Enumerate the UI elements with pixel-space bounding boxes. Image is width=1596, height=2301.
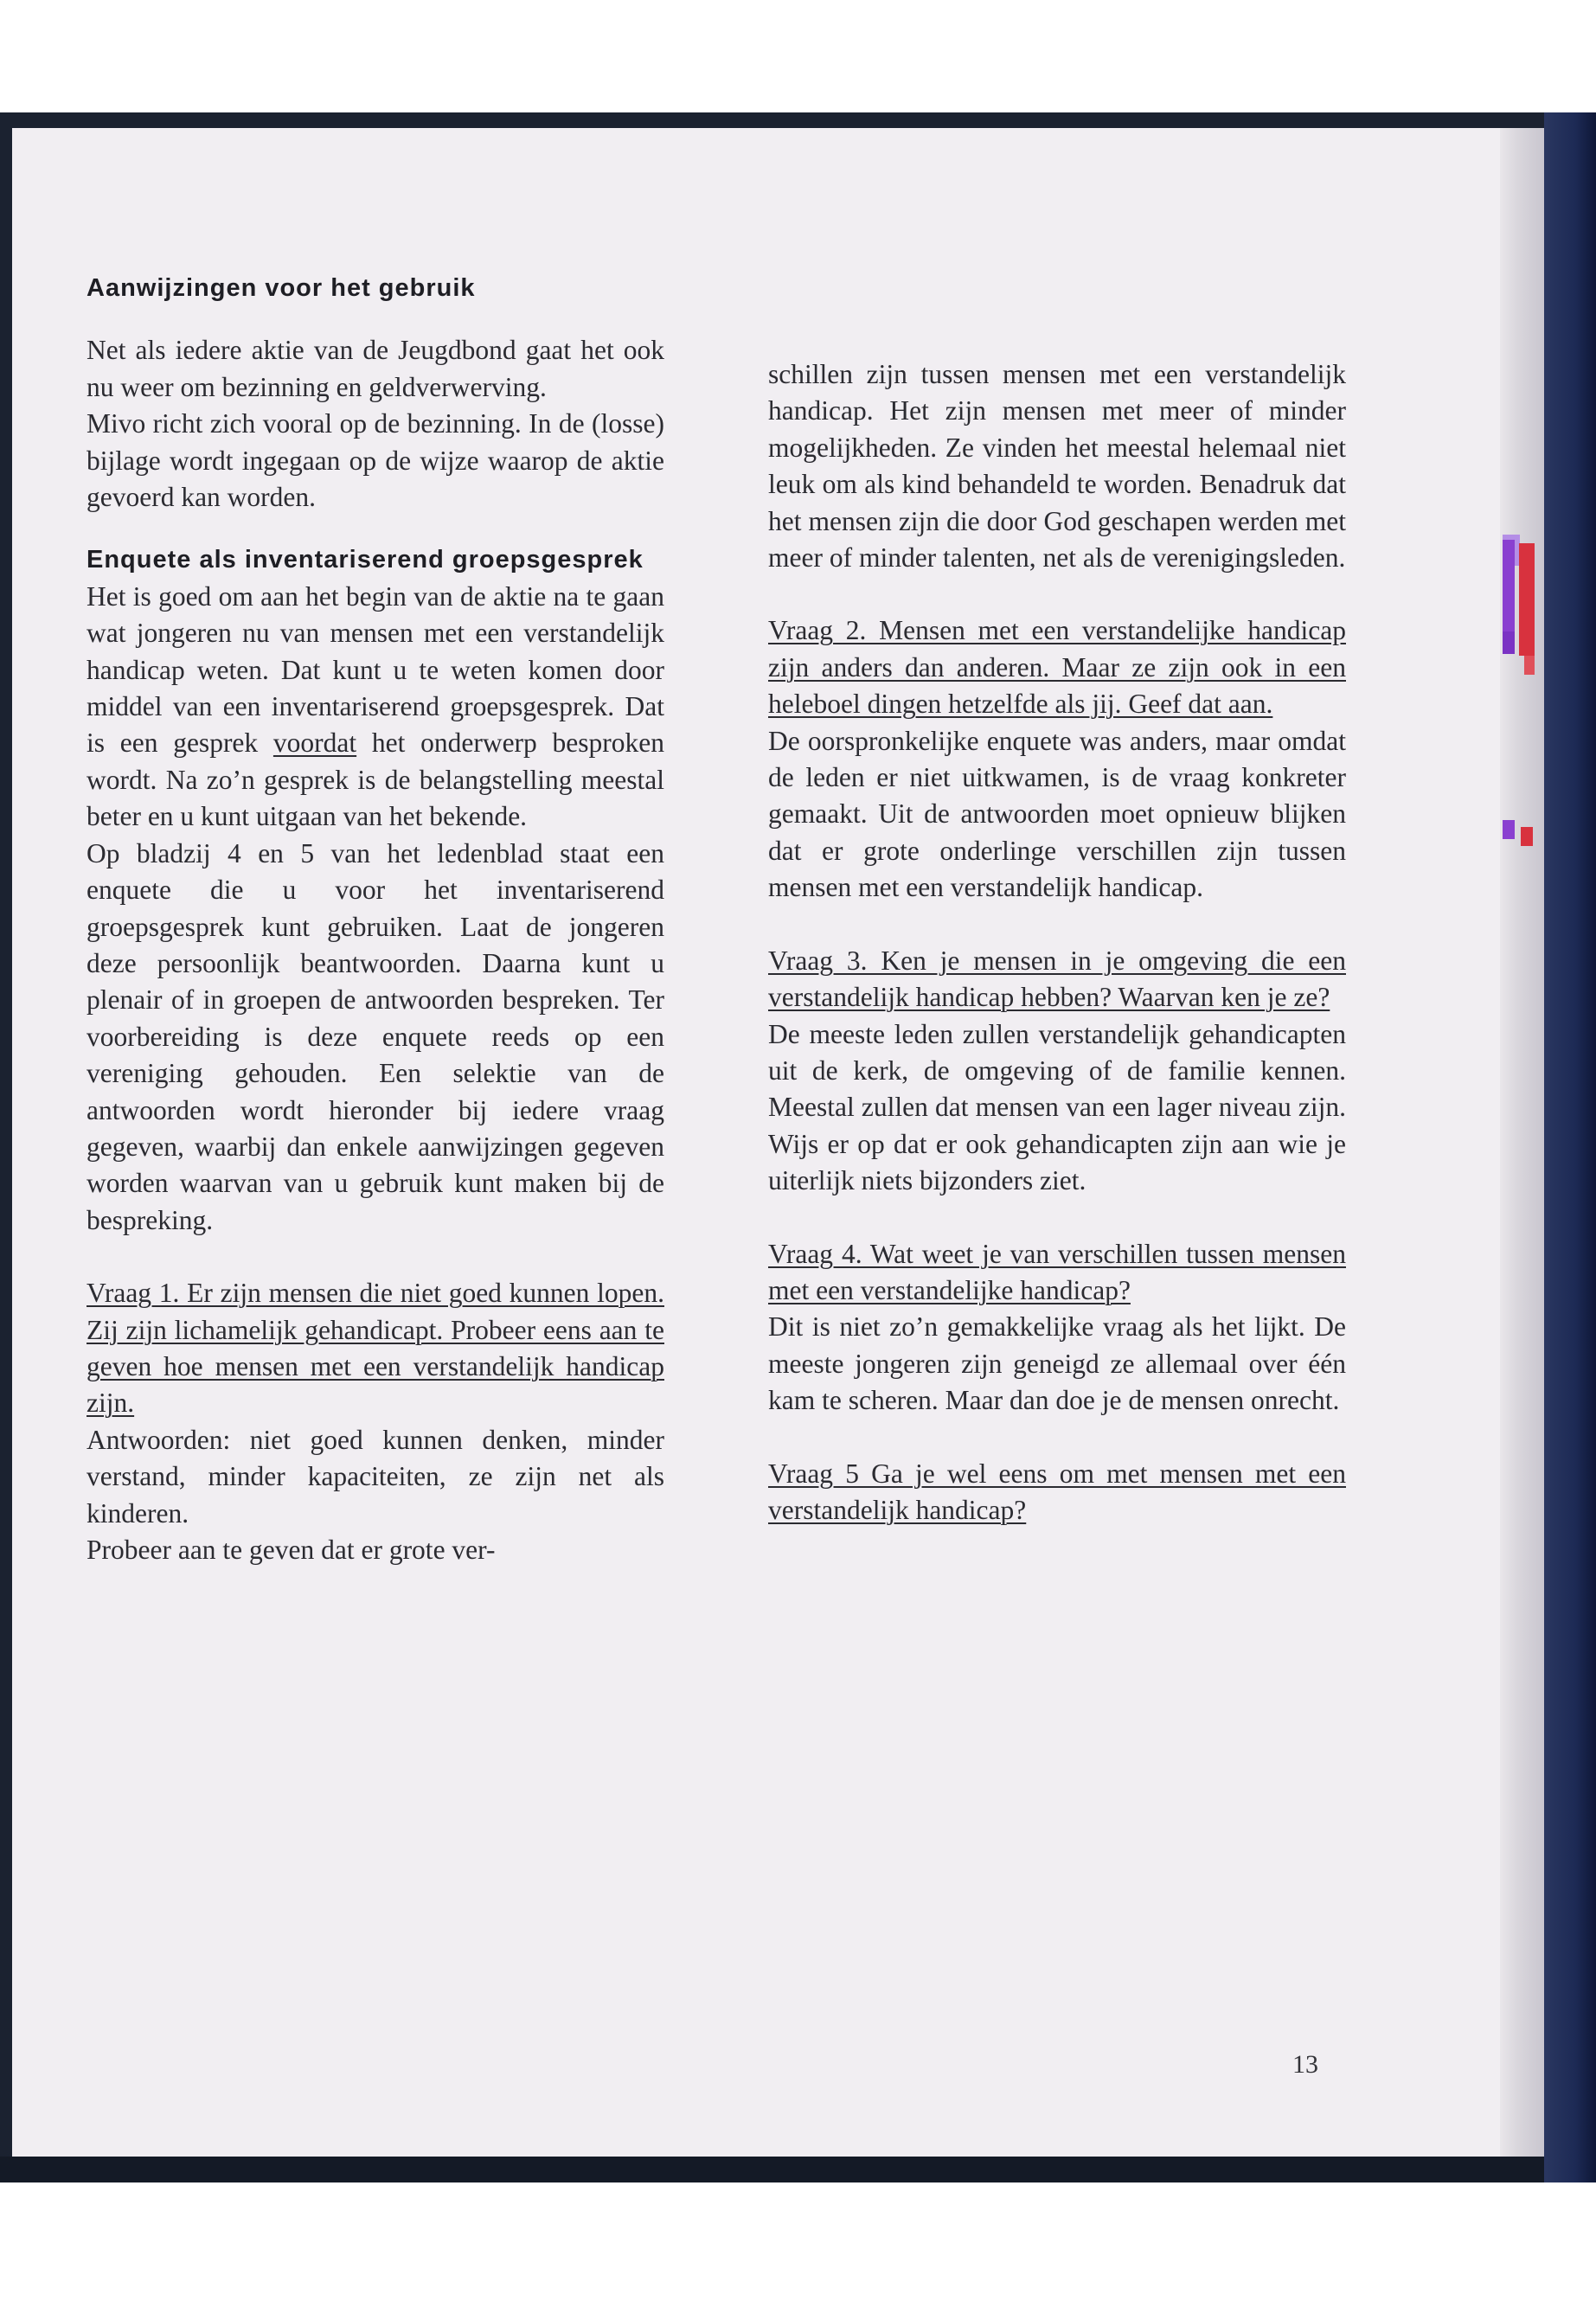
answer-1: Antwoorden: niet goed kunnen denken, minder verstand, minder kapaciteiten, ze zijn net als kinderen. — [87, 1424, 664, 1529]
index-tab-red — [1519, 543, 1535, 656]
section-heading-usage: Aanwijzingen voor het gebruik — [87, 274, 476, 302]
answer-4: Dit is niet zo’n gemakkelijke vraag als het lijkt. De meeste jongeren zijn geneigd ze allemaal over één kam te scheren. Maar dan doe je de mensen onrecht. — [768, 1311, 1346, 1416]
index-tab-red — [1521, 827, 1533, 846]
question-1: Vraag 1. Er zijn mensen die niet goed kunnen lopen. Zij zijn lichamelijk gehandicapt. Probeer eens aan te geven hoe mensen met een verstandelijk handicap zijn. — [87, 1278, 664, 1419]
intro-paragraph: Net als iedere aktie van de Jeugdbond gaat het ook nu weer om bezinning en geldverwerving. — [87, 335, 664, 402]
page-stack-edges — [1500, 128, 1544, 2157]
question-4: Vraag 4. Wat weet je van verschillen tussen mensen met een verstandelijke handicap? — [768, 1238, 1346, 1305]
body-text: Het is goed om aan het begin van de aktie na te gaan wat jongeren nu van mensen met een verstandelijk handicap weten. Dat kunt u te weten komen door middel van een inventariserend groepsgesprek. Dat is een gesprek — [87, 580, 664, 759]
book-top-edge — [0, 112, 1596, 128]
right-column — [768, 356, 1346, 1529]
book-left-edge — [0, 112, 12, 2182]
index-tab-purple — [1503, 631, 1515, 654]
index-tab-purple — [1503, 820, 1515, 839]
left-column — [87, 270, 664, 1568]
body-text: het onderwerp besproken wordt. Na zo’n gesprek is de belangstelling meestal beter en u kunt uitgaan van het bekende. — [87, 727, 664, 832]
question-3: Vraag 3. Ken je mensen in je omgeving die een verstandelijk handicap hebben? Waarvan ken je ze? — [768, 945, 1346, 1013]
section-heading-enquete: Enquete als inventariserend groepsgesprek — [87, 546, 644, 574]
question-2: Vraag 2. Mensen met een verstandelijke handicap zijn anders dan anderen. Maar ze zijn ook in een heleboel dingen hetzelfde als jij. Geef dat aan. — [768, 615, 1346, 720]
book-bottom-edge — [0, 2157, 1596, 2182]
body-paragraph — [87, 579, 664, 836]
page-number: 13 — [1292, 2050, 1318, 2079]
question-5: Vraag 5 Ga je wel eens om met mensen met een verstandelijk handicap? — [768, 1458, 1346, 1525]
body-paragraph: Op bladzij 4 en 5 van het ledenblad staat een enquete die u voor het inventariserend groepsgesprek kunt gebruiken. Laat de jongeren deze persoonlijk beantwoorden. Daarna kunt u plenair of in groepen de antwoorden bespreken. Ter voorbereiding is deze enquete reeds op een vereniging gehouden. Een selektie van de antwoorden wordt hieronder bij iedere vraag gegeven, waarbij dan enkele aanwijzingen gegeven worden waarvan van u gebruik kunt maken bij de bespreking. — [87, 837, 664, 1235]
answer-3: De meeste leden zullen verstandelijk gehandicapten uit de kerk, de omgeving of de familie kennen. Meestal zullen dat mensen van een lager niveau zijn. Wijs er op dat er ook gehandicapten zijn aan wie je uiterlijk niets bijzonders ziet. — [768, 1018, 1346, 1196]
intro-paragraph: Mivo richt zich vooral op de bezinning. In de (losse) bijlage wordt ingegaan op de wijze waarop de aktie gevoerd kan worden. — [87, 408, 664, 513]
book-cover-spine — [1544, 112, 1596, 2182]
answer-1-rest: schillen zijn tussen mensen met een verstandelijk handicap. Het zijn mensen met meer of minder mogelijkheden. Ze vinden het meestal helemaal niet leuk om als kind behandeld te worden. Benadruk dat het mensen zijn die door God geschapen werden met meer of minder talenten, net als de verenigingsleden. — [768, 359, 1346, 574]
underlined-word: voordat — [272, 727, 357, 759]
answer-2: De oorspronkelijke enquete was anders, maar omdat de leden er niet uitkwamen, is de vraag konkreter gemaakt. Uit de antwoorden moet opnieuw blijken dat er grote onderlinge verschillen zijn tussen mensen met een verstandelijk handicap. — [768, 725, 1346, 903]
answer-1-continued: Probeer aan te geven dat er grote ver- — [87, 1535, 496, 1565]
index-tab-red — [1524, 656, 1535, 675]
